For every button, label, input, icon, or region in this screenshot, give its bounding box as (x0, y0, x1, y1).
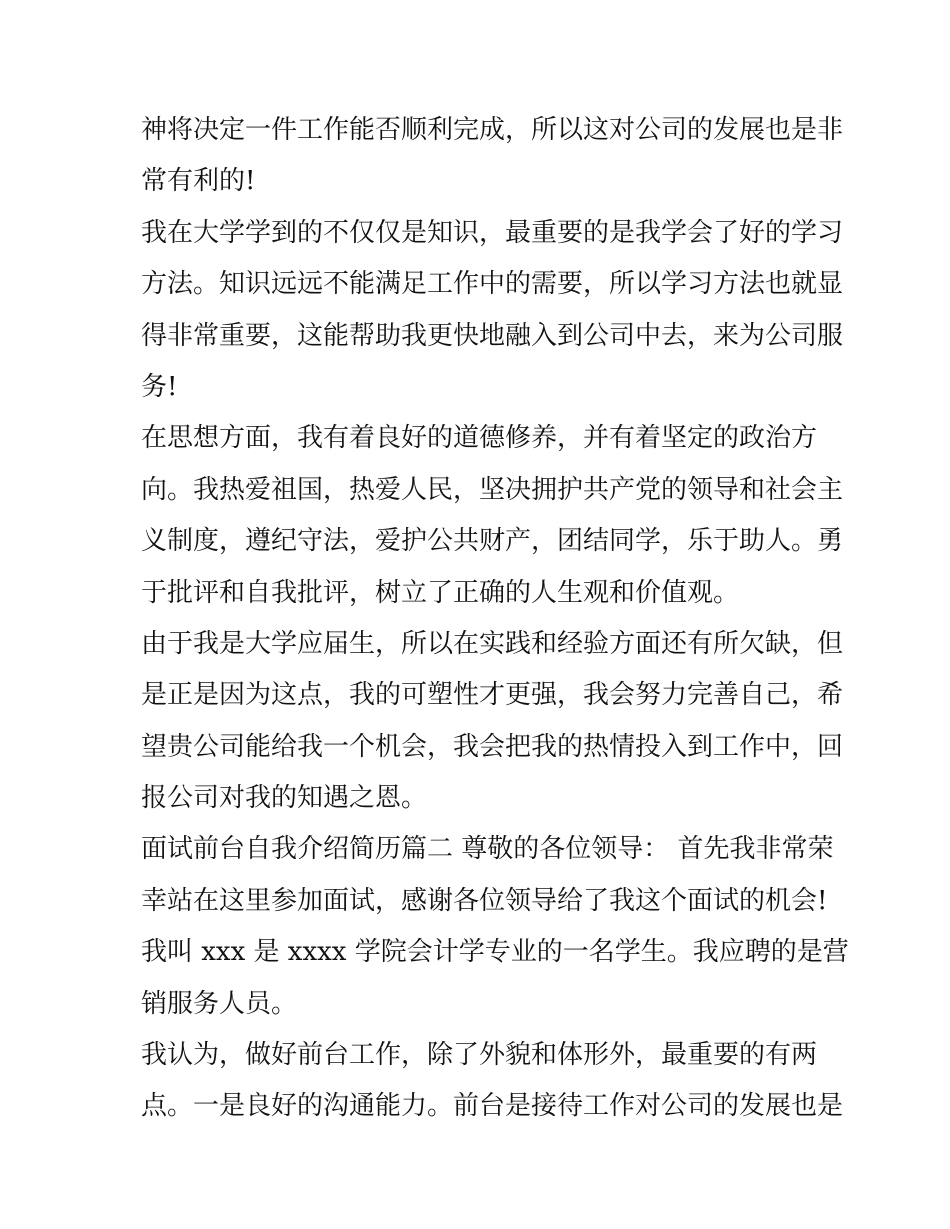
text-line: 神将决定一件工作能否顺利完成，所以这对公司的发展也是非 (141, 115, 844, 145)
text-line: 销服务人员。 (141, 988, 298, 1019)
text-line: 面试前台自我介绍简历篇二 尊敬的各位领导： 首先我非常荣 (141, 834, 834, 865)
text-line: 报公司对我的知遇之恩。 (141, 783, 428, 814)
text-line: 得非常重要，这能帮助我更快地融入到公司中去，来为公司服 (141, 320, 844, 351)
text-line: 我认为，做好前台工作，除了外貌和体形外，最重要的有两 (141, 1040, 818, 1071)
text-line: 义制度，遵纪守法，爱护公共财产，团结同学，乐于助人。勇 (141, 526, 844, 557)
text-line: 点。一是良好的沟通能力。前台是接待工作对公司的发展也是 (141, 1091, 844, 1122)
text-line: 是正是因为这点，我的可塑性才更强，我会努力完善自己，希 (141, 680, 844, 711)
text-line: 幸站在这里参加面试，感谢各位领导给了我这个面试的机会! (141, 885, 828, 916)
text-line: 我叫 xxx 是 xxxx 学院会计学专业的一名学生。我应聘的是营 (141, 937, 849, 968)
text-line: 于批评和自我批评，树立了正确的人生观和价值观。 (141, 577, 740, 608)
document-text (141, 105, 849, 1133)
text-line: 在思想方面，我有着良好的道德修养，并有着坚定的政治方 (141, 423, 818, 454)
text-line: 由于我是大学应届生，所以在实践和经验方面还有所欠缺，但 (141, 628, 844, 659)
text-line: 常有利的! (141, 166, 256, 197)
text-line: 望贵公司能给我一个机会，我会把我的热情投入到工作中，回 (141, 731, 844, 762)
text-line: 我在大学学到的不仅仅是知识，最重要的是我学会了好的学习 (141, 217, 844, 248)
text-line: 务! (141, 371, 178, 402)
text-line: 向。我热爱祖国，热爱人民，坚决拥护共产党的领导和社会主 (141, 474, 844, 505)
text-line: 方法。知识远远不能满足工作中的需要，所以学习方法也就显 (141, 269, 844, 300)
